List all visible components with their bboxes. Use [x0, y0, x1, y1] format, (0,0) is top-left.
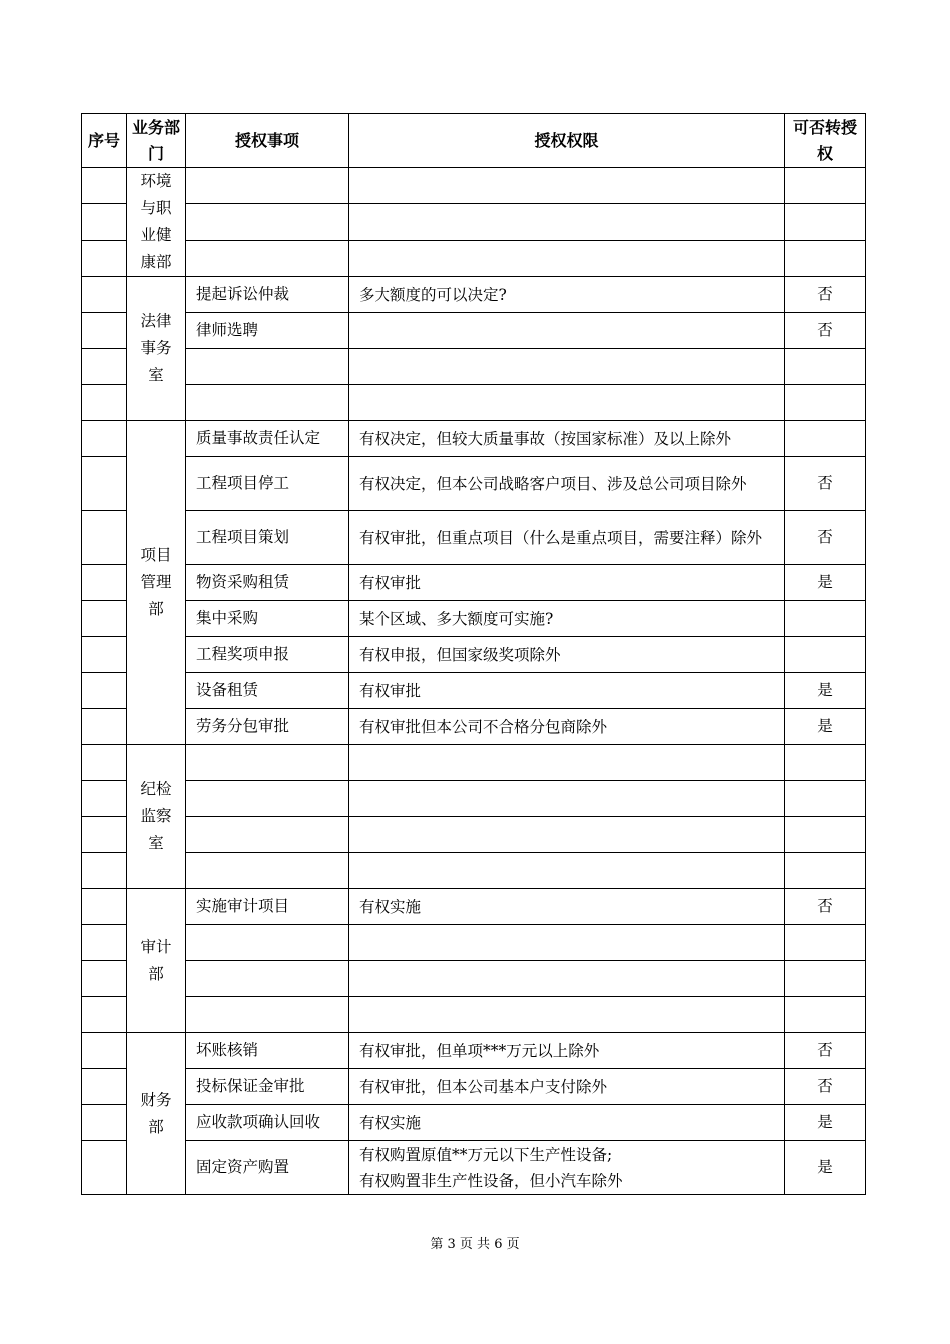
- table-row: [82, 457, 866, 511]
- limit-cell: 多大额度的可以决定?: [349, 277, 785, 313]
- transfer-cell: [785, 240, 866, 276]
- transfer-cell: 否: [785, 1033, 866, 1069]
- table-row: [82, 637, 866, 673]
- limit-cell: 有权实施: [349, 1105, 785, 1141]
- limit-cell: 有权审批，但单项***万元以上除外: [349, 1033, 785, 1069]
- seq-cell: [82, 1069, 127, 1105]
- header-seq: 序号: [82, 114, 127, 168]
- seq-cell: [82, 204, 127, 240]
- item-cell: [186, 781, 349, 817]
- limit-cell: [349, 385, 785, 421]
- item-cell: 应收款项确认回收: [186, 1105, 349, 1141]
- limit-cell: [349, 997, 785, 1033]
- transfer-cell: 否: [785, 457, 866, 511]
- table-row: [82, 961, 866, 997]
- limit-cell: [349, 781, 785, 817]
- item-cell: 工程奖项申报: [186, 637, 349, 673]
- transfer-cell: [785, 637, 866, 673]
- seq-cell: [82, 601, 127, 637]
- limit-cell: 有权申报，但国家级奖项除外: [349, 637, 785, 673]
- table-row: [82, 168, 866, 204]
- seq-cell: [82, 277, 127, 313]
- seq-cell: [82, 565, 127, 601]
- limit-cell: 有权决定，但较大质量事故（按国家标准）及以上除外: [349, 421, 785, 457]
- table-row: [82, 511, 866, 565]
- item-cell: 提起诉讼仲裁: [186, 277, 349, 313]
- seq-cell: [82, 1105, 127, 1141]
- transfer-cell: [785, 168, 866, 204]
- limit-cell: [349, 853, 785, 889]
- item-cell: [186, 168, 349, 204]
- transfer-cell: [785, 204, 866, 240]
- seq-cell: [82, 817, 127, 853]
- table-row: [82, 349, 866, 385]
- transfer-cell: 是: [785, 1141, 866, 1195]
- transfer-cell: 否: [785, 313, 866, 349]
- seq-cell: [82, 745, 127, 781]
- item-cell: 坏账核销: [186, 1033, 349, 1069]
- limit-cell: [349, 204, 785, 240]
- table-row: [82, 240, 866, 276]
- item-cell: 固定资产购置: [186, 1141, 349, 1195]
- dept-cell: 审计部: [127, 889, 186, 1033]
- header-transfer: 可否转授权: [785, 114, 866, 168]
- limit-cell: [349, 349, 785, 385]
- item-cell: 劳务分包审批: [186, 709, 349, 745]
- seq-cell: [82, 637, 127, 673]
- table-row: [82, 204, 866, 240]
- limit-cell: [349, 925, 785, 961]
- transfer-cell: 是: [785, 565, 866, 601]
- item-cell: 工程项目停工: [186, 457, 349, 511]
- transfer-cell: 否: [785, 1069, 866, 1105]
- transfer-cell: [785, 997, 866, 1033]
- transfer-cell: [785, 925, 866, 961]
- table-row: [82, 1141, 866, 1195]
- seq-cell: [82, 961, 127, 997]
- table-row: [82, 565, 866, 601]
- dept-cell: 法律事务室: [127, 277, 186, 421]
- limit-cell: [349, 745, 785, 781]
- transfer-cell: [785, 853, 866, 889]
- seq-cell: [82, 421, 127, 457]
- table-row: [82, 313, 866, 349]
- item-cell: [186, 240, 349, 276]
- table-row: [82, 1069, 866, 1105]
- transfer-cell: [785, 817, 866, 853]
- item-cell: 投标保证金审批: [186, 1069, 349, 1105]
- table-row: [82, 673, 866, 709]
- seq-cell: [82, 168, 127, 204]
- limit-cell: 有权审批: [349, 565, 785, 601]
- seq-cell: [82, 349, 127, 385]
- item-cell: 物资采购租赁: [186, 565, 349, 601]
- header-item: 授权事项: [186, 114, 349, 168]
- transfer-cell: 是: [785, 1105, 866, 1141]
- item-cell: [186, 961, 349, 997]
- seq-cell: [82, 313, 127, 349]
- item-cell: 设备租赁: [186, 673, 349, 709]
- limit-cell: [349, 313, 785, 349]
- item-cell: [186, 204, 349, 240]
- transfer-cell: [785, 745, 866, 781]
- limit-cell: [349, 240, 785, 276]
- table-row: [82, 277, 866, 313]
- seq-cell: [82, 673, 127, 709]
- transfer-cell: [785, 781, 866, 817]
- transfer-cell: 否: [785, 511, 866, 565]
- header-dept: 业务部门: [127, 114, 186, 168]
- item-cell: [186, 853, 349, 889]
- table-row: [82, 853, 866, 889]
- header-row: [82, 114, 866, 168]
- table-row: [82, 385, 866, 421]
- item-cell: [186, 997, 349, 1033]
- seq-cell: [82, 925, 127, 961]
- transfer-cell: [785, 349, 866, 385]
- limit-cell: 有权决定，但本公司战略客户项目、涉及总公司项目除外: [349, 457, 785, 511]
- transfer-cell: 是: [785, 673, 866, 709]
- seq-cell: [82, 889, 127, 925]
- seq-cell: [82, 1033, 127, 1069]
- item-cell: [186, 745, 349, 781]
- transfer-cell: 否: [785, 277, 866, 313]
- dept-cell: 项目管理部: [127, 421, 186, 745]
- table-row: [82, 817, 866, 853]
- limit-cell: 有权审批但本公司不合格分包商除外: [349, 709, 785, 745]
- item-cell: 集中采购: [186, 601, 349, 637]
- limit-cell: [349, 817, 785, 853]
- limit-cell: 某个区域、多大额度可实施?: [349, 601, 785, 637]
- limit-cell: 有权审批，但重点项目（什么是重点项目，需要注释）除外: [349, 511, 785, 565]
- header-limit: 授权权限: [349, 114, 785, 168]
- seq-cell: [82, 240, 127, 276]
- seq-cell: [82, 1141, 127, 1195]
- item-cell: [186, 817, 349, 853]
- table-row: [82, 709, 866, 745]
- transfer-cell: [785, 421, 866, 457]
- table-row: [82, 421, 866, 457]
- table-row: [82, 997, 866, 1033]
- item-cell: 工程项目策划: [186, 511, 349, 565]
- limit-cell: [349, 168, 785, 204]
- seq-cell: [82, 457, 127, 511]
- seq-cell: [82, 511, 127, 565]
- item-cell: 律师选聘: [186, 313, 349, 349]
- table-row: [82, 601, 866, 637]
- dept-cell: 环境与职业健康部: [127, 168, 186, 277]
- transfer-cell: [785, 601, 866, 637]
- limit-cell: 有权实施: [349, 889, 785, 925]
- page-footer: 第 3 页 共 6 页: [430, 1237, 520, 1252]
- seq-cell: [82, 385, 127, 421]
- transfer-cell: [785, 385, 866, 421]
- item-cell: [186, 349, 349, 385]
- authorization-table: [81, 113, 866, 1195]
- table-row: [82, 925, 866, 961]
- dept-cell: 财务部: [127, 1033, 186, 1195]
- limit-cell: 有权审批: [349, 673, 785, 709]
- seq-cell: [82, 709, 127, 745]
- dept-cell: 纪检监察室: [127, 745, 186, 889]
- limit-cell: [349, 961, 785, 997]
- seq-cell: [82, 997, 127, 1033]
- transfer-cell: 是: [785, 709, 866, 745]
- table-row: [82, 889, 866, 925]
- transfer-cell: [785, 961, 866, 997]
- limit-cell: 有权购置原值**万元以下生产性设备; 有权购置非生产性设备，但小汽车除外: [349, 1141, 785, 1195]
- limit-cell: 有权审批，但本公司基本户支付除外: [349, 1069, 785, 1105]
- item-cell: [186, 925, 349, 961]
- transfer-cell: 否: [785, 889, 866, 925]
- item-cell: 质量事故责任认定: [186, 421, 349, 457]
- item-cell: [186, 385, 349, 421]
- table-row: [82, 1105, 866, 1141]
- table-row: [82, 745, 866, 781]
- table-row: [82, 781, 866, 817]
- seq-cell: [82, 781, 127, 817]
- table-row: [82, 1033, 866, 1069]
- seq-cell: [82, 853, 127, 889]
- item-cell: 实施审计项目: [186, 889, 349, 925]
